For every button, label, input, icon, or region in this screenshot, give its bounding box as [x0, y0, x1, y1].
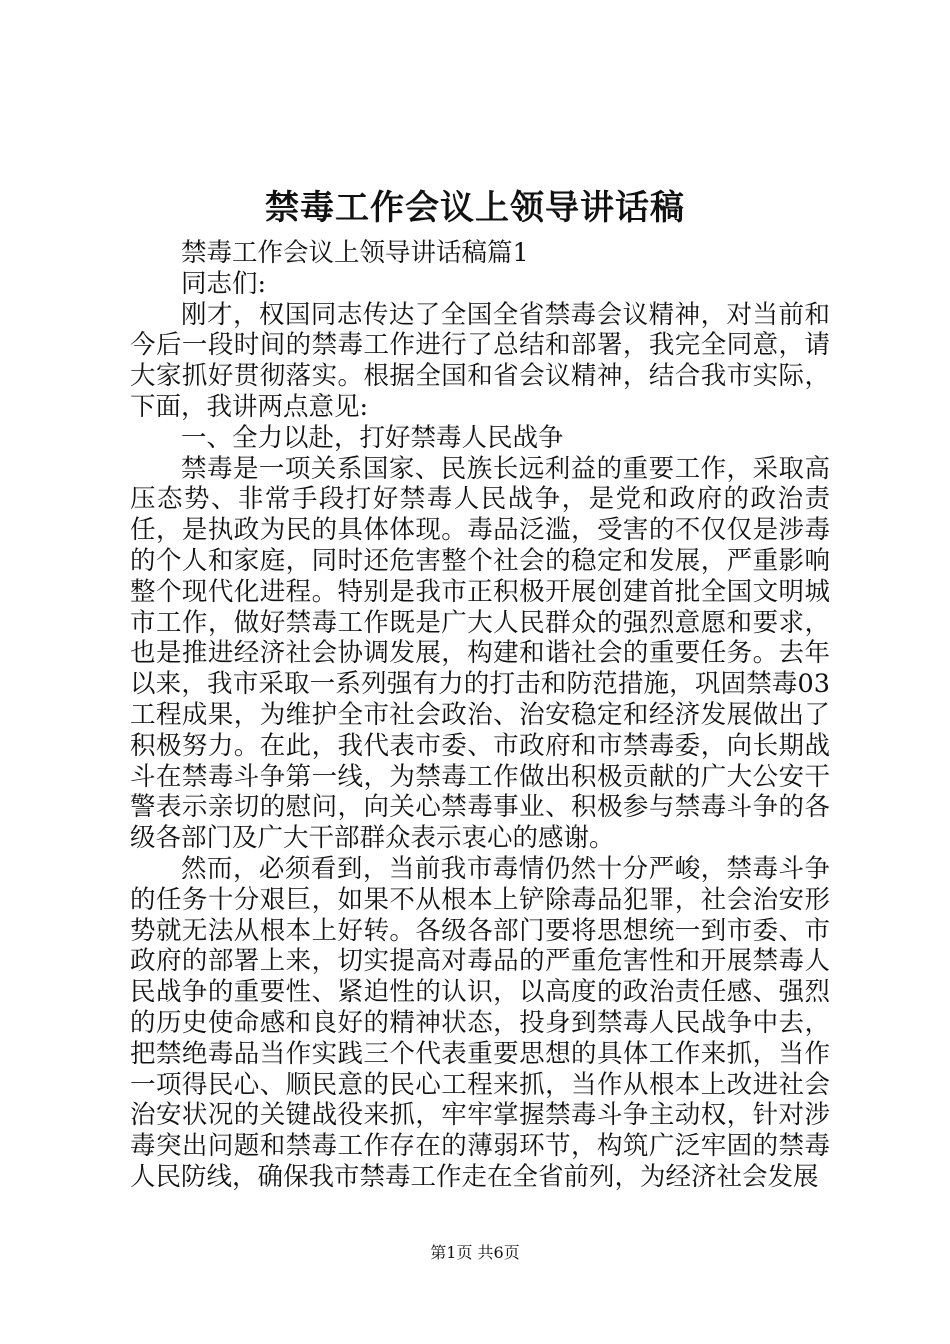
document-title: 禁毒工作会议上领导讲话稿 — [265, 188, 685, 228]
paragraph: 然而，必须看到，当前我市毒情仍然十分严峻，禁毒斗争的任务十分艰巨，如果不从根本上铲除毒品犯罪，社会治安形势就无法从根本上好转。各级各部门要将思想统一到市委、市政府的部署上来，切实提高对毒品的严重危害性和开展禁毒人民战争的重要性、紧迫性的认识，以高度的政治责任感、强烈的历史使命感和良好的精神状态，投身到禁毒人民战争中去，把禁绝毒品当作实践三个代表重要思想的具体工作来抓，当作一项得民心、顺民意的民心工程来抓，当作从根本上改进社会治安状况的关键战役来抓，牢牢掌握禁毒斗争主动权，针对涉毒突出问题和禁毒工作存在的薄弱环节，构筑广泛牢固的禁毒人民防线，确保我市禁毒工作走在全省前列，为经济社会发展 — [130, 853, 830, 1192]
section-heading: 一、全力以赴，打好禁毒人民战争 — [181, 422, 564, 453]
paragraph: 禁毒是一项关系国家、民族长远利益的重要工作，采取高压态势、非常手段打好禁毒人民战争，是党和政府的政治责任，是执政为民的具体体现。毒品泛滥，受害的不仅仅是涉毒的个人和家庭，同时还危害整个社会的稳定和发展，严重影响整个现代化进程。特别是我市正积极开展创建首批全国文明城市工作，做好禁毒工作既是广大人民群众的强烈意愿和要求，也是推进经济社会协调发展，构建和谐社会的重要任务。去年以来，我市采取一系列强有力的打击和防范措施，巩固禁毒03工程成果，为维护全市社会政治、治安稳定和经济发展做出了积极努力。在此，我代表市委、市政府和市禁毒委，向长期战斗在禁毒斗争第一线，为禁毒工作做出积极贡献的广大公安干警表示亲切的慰问，向关心禁毒事业、积极参与禁毒斗争的各级各部门及广大干部群众表示衷心的感谢。 — [130, 453, 830, 854]
document-body — [130, 238, 830, 1193]
paragraph: 刚才，权国同志传达了全国全省禁毒会议精神，对当前和今后一段时间的禁毒工作进行了总结和部署，我完全同意，请大家抓好贯彻落实。根据全国和省会议精神，结合我市实际，下面，我讲两点意见: — [130, 299, 830, 422]
page-footer: 第1页 共6页 — [430, 1243, 520, 1262]
salutation: 同志们: — [181, 268, 267, 299]
section-subtitle: 禁毒工作会议上领导讲话稿篇1 — [181, 238, 529, 268]
